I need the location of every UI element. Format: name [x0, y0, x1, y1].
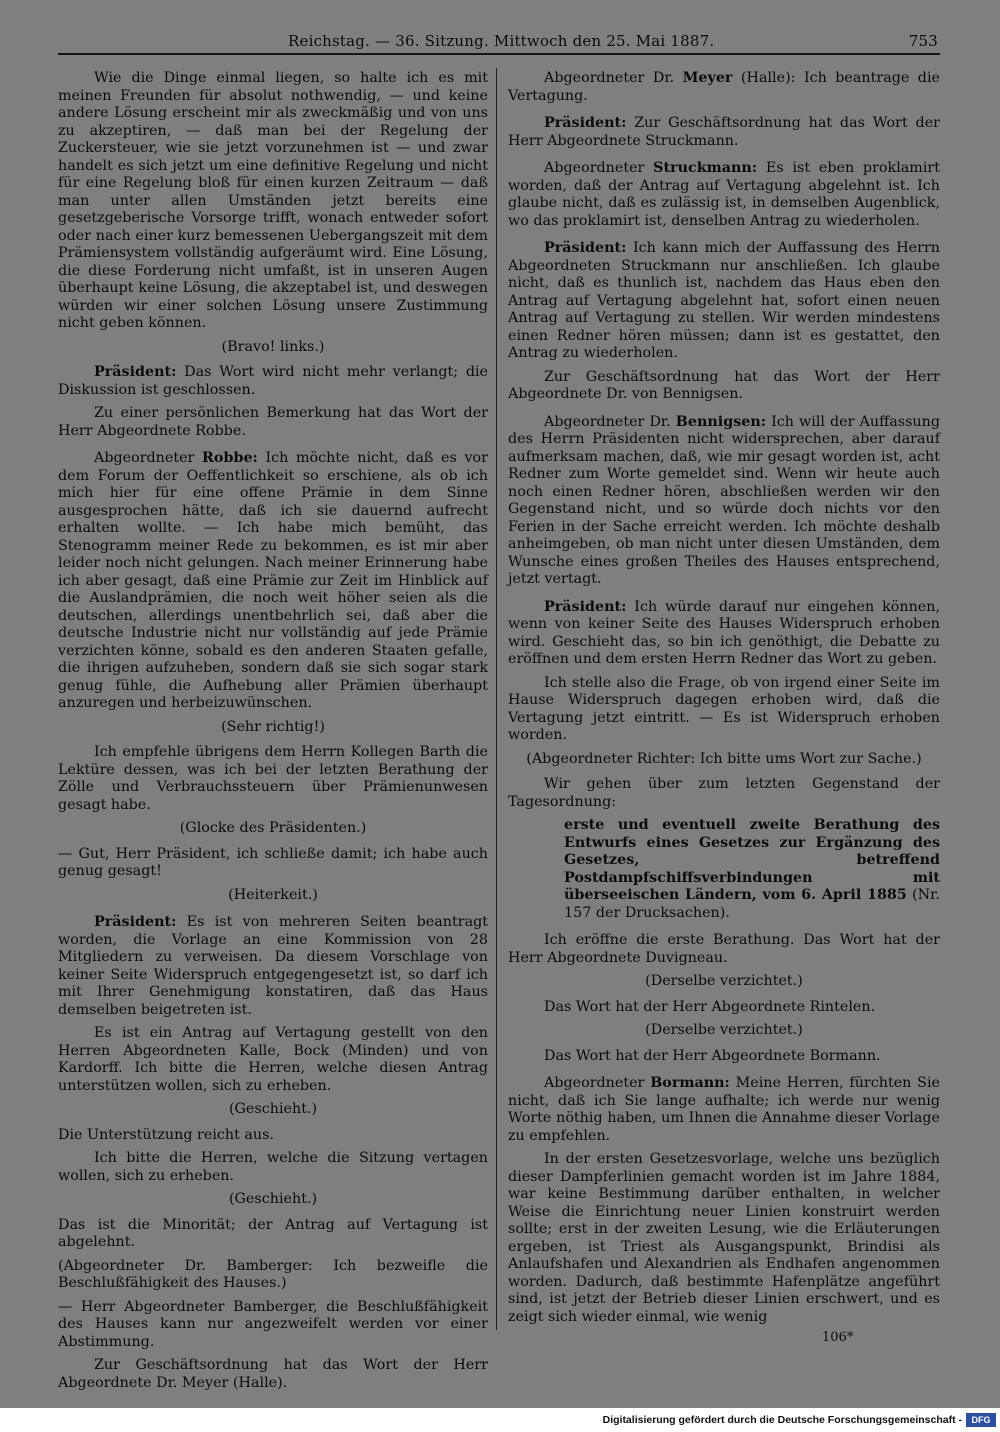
paragraph — [58, 1150, 488, 1185]
running-header — [60, 28, 938, 54]
paragraph — [58, 719, 488, 737]
paragraph — [58, 914, 488, 1019]
paragraph — [58, 1101, 488, 1119]
paragraph — [58, 1258, 488, 1293]
paragraph — [508, 240, 940, 363]
footer-text: Digitalisierung gefördert durch die Deutsche Forschungsgemeinschaft - — [602, 1414, 962, 1426]
paragraph — [508, 160, 940, 230]
paragraph — [58, 364, 488, 399]
paragraph — [508, 1022, 940, 1040]
paragraph-text: Zur Geschäftsordnung hat das Wort der Herr Abgeordnete Dr. von Bennigsen. — [508, 368, 940, 402]
paragraph — [508, 1075, 940, 1145]
paragraph-text: Meine Herren, fürchten Sie nicht, daß ich Sie lange aufhalte; ich werde nur wenig Worte nöthig haben, um Ihnen die Annahme dieser Vorlage zu empfehlen. — [508, 1075, 940, 1144]
paragraph-text: (Heiterkeit.) — [228, 886, 318, 903]
page-number: 753 — [908, 32, 938, 50]
speaker-prefix: Abgeordneter — [544, 1075, 651, 1091]
right-column — [508, 70, 940, 1350]
paragraph-text: Das Wort hat der Herr Abgeordnete Rintelen. — [544, 998, 876, 1015]
paragraph — [58, 450, 488, 713]
paragraph — [508, 973, 940, 991]
speaker-prefix: Abgeordneter — [544, 160, 654, 176]
paragraph — [508, 751, 940, 769]
speaker-name: Meyer — [682, 70, 733, 86]
speaker-name: Präsident: — [94, 364, 177, 380]
paragraph-text: Wie die Dinge einmal liegen, so halte ich es mit meinen Freunden für absolut nothwendig, — und keine andere Lösung erscheint mir als zweckmäßig und von uns zu akzeptiren, — daß man bei der Regelung der Zuckersteuer, wie sie jetzt vorzunehmen ist — und zwar handelt es sich jetzt um eine definitive Regelung und nicht für eine Regelung bloß für einen kurzen Zeitraum — daß man unter allen Umständen jetzt bereits eine gesetzgeberische Vorsorge trifft, wonach entweder sofort oder nach einer kurz bemessenen Uebergangszeit mit dem Prämiensystem vollständig aufgeräumt wird. Eine Lösung, die diese Forderung nicht umfaßt, ist in unseren Augen überhaupt keine Lösung, die akzeptabel ist, und deswegen würden wir einer solchen Lösung unsere Zustimmung nicht geben können. — [58, 70, 488, 331]
paragraph — [508, 70, 940, 105]
speaker-name: Präsident: — [544, 240, 627, 256]
paragraph — [58, 1217, 488, 1252]
paragraph-text: Das Wort hat der Herr Abgeordnete Bormann. — [544, 1047, 881, 1064]
paragraph — [508, 414, 940, 589]
paragraph-text: Es ist von mehreren Seiten beantragt worden, die Vorlage an eine Kommission von 28 Mitgliedern zu verweisen. Da diesem Vorschlage von keiner Seite Widerspruch entgegengesetzt ist, so darf ich mit Ihrer Genehmigung konstatiren, daß das Haus demselben beigetreten ist. — [58, 914, 488, 1018]
digitization-footer — [0, 1408, 1000, 1432]
paragraph — [508, 999, 940, 1017]
paragraph-text: (Geschieht.) — [228, 1191, 318, 1207]
paragraph-text: Das Wort wird nicht mehr verlangt; die Diskussion ist geschlossen. — [58, 364, 488, 398]
paragraph-text: Ich bitte die Herren, welche die Sitzung vertagen wollen, sich zu erheben. — [58, 1150, 488, 1184]
paragraph — [508, 1048, 940, 1066]
paragraph — [508, 776, 940, 811]
left-column — [58, 70, 489, 1391]
paragraph — [508, 1151, 940, 1326]
paragraph-text: (Sehr richtig!) — [221, 718, 325, 735]
paragraph-text: (Halle): Ich beantrage die Vertagung. — [508, 70, 940, 104]
paragraph-text: Ich würde darauf nur eingehen können, wenn von keiner Seite des Hauses Widerspruch erhoben wird. Geschieht das, so bin ich genöthigt, die Debatte zu eröffnen und dem ersten Herrn Redner das Wort zu geben. — [508, 598, 940, 667]
header-title: Reichstag. — 36. Sitzung. Mittwoch den 25. Mai 1887. — [288, 32, 715, 50]
paragraph-text: Ich stelle also die Frage, ob von irgend einer Seite im Hause Widerspruch dagegen erhoben wird, daß die Vertagung jetzt eintritt. — Es ist Widerspruch erhoben worden. — [508, 674, 940, 743]
paragraph-text: Ich will der Auffassung des Herrn Präsidenten nicht widersprechen, aber darauf aufmerksam machen, daß, wie mir gesagt worden ist, acht Redner zum Worte gemeldet sind. Wenn wir heute auch noch einen Redner hören, abschließen werden wir den Gegenstand nicht, und so würde doch nichts vor den Ferien in der Sache erreicht werden. Ich möchte deshalb anheimgeben, ob man nicht unter diesen Umständen, dem Wunsche eines großen Theiles des Hauses entsprechend, jetzt vertagt. — [508, 413, 940, 587]
paragraph-text: Es ist eben proklamirt worden, daß der Antrag auf Vertagung abgelehnt ist. Ich glaube nicht, daß es zulässig ist, in demselben Augenblick, wo das proklamirt ist, denselben Antrag zu wiederholen. — [508, 160, 940, 229]
speaker-prefix: Abgeordneter Dr. — [544, 70, 683, 86]
paragraph — [508, 369, 940, 404]
speaker-name: Bormann: — [650, 1075, 730, 1091]
paragraph-text: In der ersten Gesetzesvorlage, welche uns bezüglich dieser Dampferlinien gemacht worden ist im Jahre 1884, war keine Bestimmung darüber enthalten, in welcher Weise die Einrichtung neuer Linien konstruirt werden sollte; erst in der zweiten Lesung, wie die Erläuterungen ergeben, ist Triest als Ausgangspunkt, Brindisi als Anlaufshafen und Alexandrien als Endhafen angenommen worden. Dadurch, daß bestimmte Hafenplätze angeführt sind, ist jetzt der Betrieb dieser Linien erschwert, und es zeigt sich wieder einmal, wie wenig — [508, 1151, 940, 1325]
paragraph — [508, 675, 940, 745]
paragraph-text: erste und eventuell zweite Berathung des Entwurfs eines Gesetzes zur Ergänzung des Gesetzes, betreffend Postdampfschiffsverbindungen mit überseeischen Ländern, vom 6. April 1885 — [564, 817, 940, 903]
speaker-prefix: Abgeordneter — [94, 450, 203, 466]
paragraph — [58, 1357, 488, 1392]
paragraph-text: (Derselbe verzichtet.) — [645, 973, 803, 989]
paragraph — [508, 932, 940, 967]
signature-mark: 106* — [822, 1330, 854, 1345]
paragraph — [58, 70, 488, 333]
paragraph — [58, 846, 488, 881]
speaker-name: Präsident: — [544, 115, 627, 131]
paragraph-text: (Abgeordneter Richter: Ich bitte ums Wort zur Sache.) — [526, 750, 922, 767]
paragraph-text: — Gut, Herr Präsident, ich schließe damit; ich habe auch genug gesagt! — [58, 845, 488, 879]
speaker-name: Präsident: — [544, 598, 627, 615]
paragraph-text: (Glocke des Präsidenten.) — [179, 820, 367, 836]
paragraph-text: Zur Geschäftsordnung hat das Wort der Herr Abgeordnete Dr. Meyer (Halle). — [58, 1357, 488, 1391]
paragraph — [58, 1299, 488, 1352]
column-divider — [496, 68, 497, 1330]
paragraph — [58, 744, 488, 814]
speaker-prefix: Abgeordneter Dr. — [544, 413, 676, 430]
paragraph — [58, 405, 488, 440]
paragraph — [58, 820, 488, 838]
paragraph-text: Ich eröffne die erste Berathung. Das Wort hat der Herr Abgeordnete Duvigneau. — [508, 932, 940, 966]
paragraph-text: Ich empfehle übrigens dem Herrn Kollegen Barth die Lektüre dessen, was ich bei der letzten Berathung der Zölle und Verbrauchssteuern über Prämienunwesen gesagt habe. — [58, 744, 488, 813]
paragraph — [58, 1025, 488, 1095]
speaker-name: Bennigsen: — [675, 413, 767, 430]
speaker-name: Präsident: — [94, 914, 177, 930]
paragraph-text: Es ist ein Antrag auf Vertagung gestellt von den Herren Abgeordneten Kalle, Bock (Minden) und von Kardorff. Ich bitte die Herren, welche diesen Antrag unterstützen wollen, sich zu erheben. — [58, 1025, 488, 1094]
agenda-note: (Nr. 157 der Drucksachen). — [564, 887, 940, 921]
paragraph — [58, 339, 488, 357]
paragraph-text: — Herr Abgeordneter Bamberger, die Beschlußfähigkeit des Hauses kann nur angezweifelt werden vor einer Abstimmung. — [58, 1298, 488, 1350]
paragraph-text: (Bravo! links.) — [221, 338, 325, 355]
paragraph-text: Die Unterstützung reicht aus. — [58, 1126, 275, 1143]
paragraph-text: (Geschieht.) — [228, 1101, 318, 1117]
paragraph — [508, 115, 940, 150]
paragraph-text: Zur Geschäftsordnung hat das Wort der Herr Abgeordnete Struckmann. — [508, 115, 940, 149]
paragraph-text: Ich kann mich der Auffassung des Herrn Abgeordneten Struckmann nur anschließen. Ich glaube nicht, daß es thunlich ist, nachdem das Haus eben den Antrag auf Vertagung abgelehnt hat, sofort einen neuen Antrag auf Vertagung zu stellen. Wir werden mindestens einen Redner hören müssen; dann ist es gestattet, den Antrag zu wiederholen. — [508, 240, 940, 361]
paragraph — [58, 887, 488, 905]
paragraph-text: (Abgeordneter Dr. Bamberger: Ich bezweifle die Beschlußfähigkeit des Hauses.) — [58, 1257, 488, 1291]
paragraph-text: Zu einer persönlichen Bemerkung hat das Wort der Herr Abgeordnete Robbe. — [58, 405, 488, 439]
paragraph-text: (Derselbe verzichtet.) — [645, 1022, 803, 1038]
dfg-logo: DFG — [966, 1413, 996, 1427]
speaker-name: Robbe: — [202, 450, 258, 466]
speaker-name: Struckmann: — [653, 160, 758, 176]
paragraph-text: Ich möchte nicht, daß es vor dem Forum der Oeffentlichkeit so erschiene, als ob ich mich hier für eine offene Prämie in dem Sinne ausgesprochen hätte, daß ich sie dauernd aufrecht erhalten wollte. — Ich habe mich bemüht, das Stenogramm meiner Rede zu bekommen, es ist mir aber leider noch nicht gelungen. Nach meiner Erinnerung habe ich aber gesagt, daß eine Prämie zur Zeit im Hinblick auf die Auslandprämien, die noch weit höher seien als die deutschen, allerdings unentbehrlich sei, daß aber die deutsche Industrie nicht nur vollständig auf jede Prämie verzichten könne, sobald es den anderen Staaten gefalle, die ihrigen aufzuheben, sondern daß sie sich sogar stark genug fühle, die Aufhebung aller Prämien überhaupt anzuregen und herbeizuwünschen. — [58, 450, 489, 711]
paragraph-text: Das ist die Minorität; der Antrag auf Vertagung ist abgelehnt. — [58, 1216, 488, 1250]
paragraph-text: Wir gehen über zum letzten Gegenstand der Tagesordnung: — [508, 776, 940, 810]
paragraph — [508, 599, 940, 669]
paragraph — [58, 1191, 488, 1209]
paragraph — [58, 1127, 488, 1145]
paragraph — [564, 817, 940, 922]
header-rule — [58, 53, 940, 55]
